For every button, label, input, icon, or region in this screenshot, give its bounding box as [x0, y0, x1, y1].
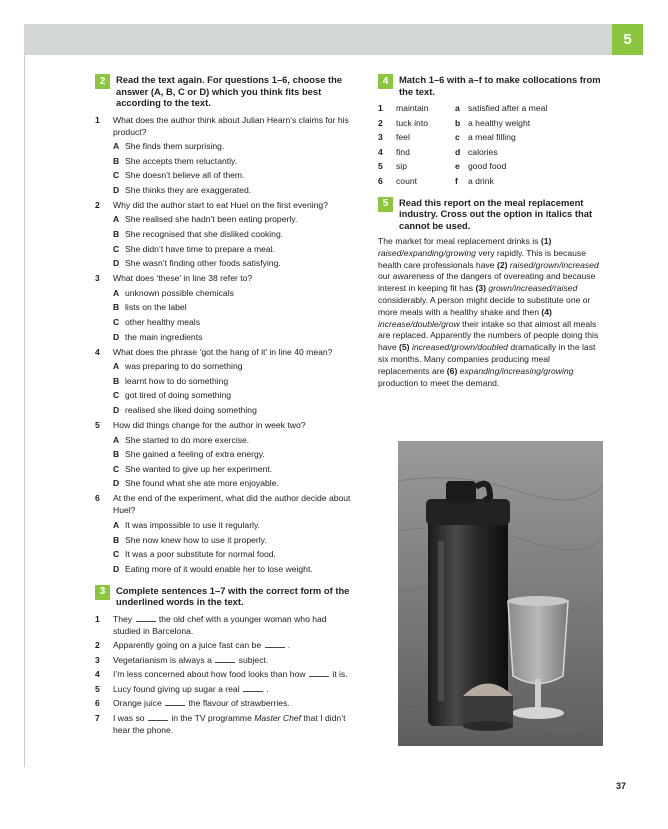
answer-gap: [136, 613, 156, 622]
matching-row: [378, 146, 608, 158]
option-letter: C: [113, 317, 120, 328]
answer-option: [113, 448, 355, 460]
option-text: She found what she ate more enjoyable.: [125, 478, 279, 489]
exercise-4: [378, 74, 608, 187]
option-text: Eating more of it would enable her to lose weight.: [125, 563, 313, 574]
match-letter: c: [455, 132, 460, 142]
option-letter: D: [113, 258, 120, 269]
question-text: At the end of the experiment, what did the author decide about Huel?: [113, 493, 351, 516]
unit-number: 5: [623, 31, 632, 48]
sentence-text: it is.: [332, 669, 348, 680]
exercise-2: [95, 74, 355, 575]
match-number: 6: [378, 175, 383, 186]
sentence-body: [113, 712, 355, 736]
match-number: 3: [378, 132, 383, 142]
sentence-number: 6: [95, 698, 100, 709]
sentence-number: 1: [95, 613, 100, 624]
answer-option: [113, 301, 355, 313]
question-number: 4: [95, 346, 100, 357]
option-text: got tired of doing something: [125, 390, 232, 401]
right-column: [378, 74, 608, 389]
option-text: She realised she hadn’t been eating properly.: [125, 214, 298, 225]
exercise-5-heading: [378, 197, 608, 232]
question-number: 5: [95, 420, 100, 430]
answer-option: [113, 169, 355, 181]
exercise-5-badge: [378, 197, 393, 212]
option-letter: B: [113, 534, 120, 545]
exercise-4-badge: [378, 74, 393, 89]
gap-number: (1): [540, 236, 552, 246]
gap-options: increase/double/grow: [378, 318, 460, 329]
match-collocate: a healthy weight: [468, 117, 531, 128]
powder-scoop: [463, 684, 513, 732]
answer-option: [113, 477, 355, 489]
sentence-number: 4: [95, 669, 100, 680]
answer-option: [113, 548, 355, 560]
question: [95, 114, 355, 138]
gap-number: (4): [541, 306, 552, 317]
answer-option: [113, 463, 355, 475]
exercise-4-heading: [378, 74, 608, 97]
option-letter: A: [113, 141, 120, 152]
question-text: How did things change for the author in week two?: [113, 420, 306, 430]
answer-option: [113, 563, 355, 575]
exercise-5: [378, 197, 608, 390]
option-text: unknown possible chemicals: [125, 287, 234, 298]
option-text: She recognised that she disliked cooking.: [125, 229, 284, 240]
sentence: [95, 668, 355, 680]
sentence-body: [113, 613, 355, 637]
sentence-body: [113, 697, 355, 709]
answer-gap: [309, 668, 329, 677]
match-number: 4: [378, 146, 383, 157]
answer-option: [113, 184, 355, 196]
answer-option: [113, 434, 355, 446]
answer-option: [113, 155, 355, 167]
gap-options: raised/expanding/growing: [378, 247, 476, 258]
exercise-3-badge: [95, 585, 110, 600]
question-text: What does the author think about Julian Hearn’s claims for his product?: [113, 114, 349, 137]
option-letter: B: [113, 449, 120, 460]
answer-gap: [165, 697, 185, 706]
option-letter: B: [113, 375, 120, 386]
report-text: production to meet the demand.: [378, 377, 500, 388]
gap-options: raised/grown/increased: [509, 259, 599, 270]
option-text: She started to do more exercise.: [125, 434, 250, 445]
unit-tab: [612, 24, 643, 55]
option-letter: C: [113, 170, 120, 181]
match-verb: maintain: [396, 103, 429, 113]
report-text: very rapidly. This is because health care professionals have: [378, 247, 586, 270]
match-letter: b: [455, 117, 461, 128]
report-text: our awareness of the dangers of overeating and because interest in keeping fit has: [378, 271, 596, 294]
report-text: their intake so that almost all meals are replaced. Apparently the numbers of people doing this have: [378, 318, 599, 353]
header-bar: [24, 24, 612, 55]
option-letter: D: [113, 331, 120, 342]
option-text: lists on the label: [125, 302, 187, 313]
match-letter: e: [455, 161, 460, 171]
matching-row: [378, 117, 608, 129]
match-letter: a: [455, 103, 460, 113]
sentence-text: They: [113, 613, 133, 624]
match-verb: sip: [396, 161, 407, 171]
matching-row: [378, 175, 608, 187]
sentence: [95, 639, 355, 651]
matching-row: [378, 102, 608, 114]
gap-options: expanding/increasing/growing: [459, 365, 574, 376]
match-letter: f: [455, 175, 458, 186]
sentence-body: [113, 639, 355, 651]
answer-option: [113, 360, 355, 372]
sentence: [95, 712, 355, 736]
exercise-4-title: Match 1–6 with a–f to make collocations from the text.: [399, 74, 601, 97]
match-number: 1: [378, 103, 383, 113]
report-text: dramatically in the last six months. Many companies producing meal replacements are: [378, 342, 596, 376]
sentence-text: .: [266, 683, 269, 694]
option-letter: B: [113, 229, 120, 240]
answer-option: [113, 331, 355, 343]
match-collocate: satisfied after a meal: [468, 103, 548, 113]
option-letter: A: [113, 287, 120, 298]
option-text: She wanted to give up her experiment.: [125, 463, 273, 474]
question: [95, 199, 355, 211]
option-text: She accepts them reluctantly.: [125, 155, 238, 166]
report-text: The market for meal replacement drinks is: [378, 236, 539, 246]
question: [95, 419, 355, 431]
question: [95, 492, 355, 516]
sentence-text: Lucy found giving up sugar a real: [113, 683, 240, 694]
match-collocate: calories: [468, 146, 498, 157]
sentence-text: Apparently going on a juice fast can be: [113, 640, 262, 651]
sentence-body: [113, 668, 355, 680]
exercise-3-sentences: [95, 613, 355, 736]
exercise-2-questions: [95, 114, 355, 575]
answer-gap: [215, 654, 235, 663]
sentence-text: I was so: [113, 712, 145, 723]
question-number: 6: [95, 493, 100, 504]
exercise-3-title: Complete sentences 1–7 with the correct form of the underlined words in the text.: [116, 584, 350, 608]
option-letter: D: [113, 405, 120, 415]
answer-gap: [265, 639, 285, 648]
gap-number: (2): [496, 259, 508, 270]
page-number: 37: [616, 781, 627, 791]
sentence-text: .: [287, 640, 291, 651]
sentence-text: the old chef with a younger woman who had studied in Barcelona.: [113, 613, 327, 636]
option-text: other healthy meals: [125, 317, 200, 328]
sentence-text: Orange juice: [113, 698, 162, 709]
match-collocate: a meal filling: [468, 132, 516, 142]
option-text: realised she liked doing something: [125, 405, 257, 415]
sentence-text: that I didn’t hear the phone.: [113, 712, 346, 735]
exercise-3-heading: [95, 585, 355, 608]
sentence-number: 3: [95, 654, 100, 665]
answer-gap: [243, 683, 263, 692]
meal-replacement-report: [378, 236, 600, 389]
answer-option: [113, 287, 355, 299]
sentence-text: the flavour of strawberries.: [188, 698, 290, 709]
exercise-2-number: 2: [99, 75, 106, 87]
option-letter: A: [113, 214, 120, 225]
sentence-text: subject.: [238, 654, 269, 665]
answer-option: [113, 519, 355, 531]
option-letter: D: [113, 563, 120, 574]
gap-number: (6): [446, 365, 458, 376]
sentence-text: Vegetarianism is always a: [113, 654, 212, 665]
match-verb: count: [396, 175, 418, 186]
option-letter: B: [113, 302, 120, 313]
option-text: It was a poor substitute for normal food.: [125, 549, 276, 560]
answer-option: [113, 213, 355, 225]
sentence: [95, 683, 355, 695]
question: [95, 346, 355, 358]
exercise-3-number: 3: [99, 586, 106, 598]
shake-illustration: [398, 441, 603, 746]
option-text: She finds them surprising.: [125, 141, 225, 152]
gap-options: increased/grown/doubled: [411, 342, 508, 353]
option-text: It was impossible to use it regularly.: [125, 519, 261, 530]
exercise-5-number: 5: [382, 198, 389, 209]
option-text: She gained a feeling of extra energy.: [125, 449, 265, 460]
sentence-number: 2: [95, 640, 100, 651]
option-text: the main ingredients: [125, 331, 203, 342]
answer-option: [113, 534, 355, 546]
match-verb: find: [396, 146, 410, 157]
option-letter: B: [113, 155, 120, 166]
matching-row: [378, 131, 608, 143]
sentence-body: [113, 683, 355, 695]
match-number: 5: [378, 161, 383, 171]
sentence: [95, 697, 355, 709]
sentence-text: I’m less concerned about how food looks than how: [113, 669, 306, 680]
option-text: She now knew how to use it properly.: [125, 534, 267, 545]
sentence-text: in the TV programme: [171, 712, 252, 723]
question-number: 1: [95, 114, 100, 125]
sentence: [95, 613, 355, 637]
option-letter: C: [113, 549, 120, 560]
exercise-2-title: Read the text again. For questions 1–6, choose the answer (A, B, C or D) which you think fits best according to the text.: [116, 74, 343, 108]
question: [95, 272, 355, 284]
option-text: She doesn’t believe all of them.: [125, 170, 245, 181]
gap-number: (3): [475, 283, 486, 294]
option-letter: C: [113, 463, 120, 474]
option-letter: D: [113, 478, 120, 489]
option-letter: A: [113, 519, 120, 530]
option-text: She thinks they are exaggerated.: [125, 184, 252, 195]
question-number: 3: [95, 273, 100, 284]
gap-number: (5): [399, 342, 410, 353]
exercise-2-badge: [95, 74, 110, 89]
answer-gap: [148, 712, 168, 721]
sentence-body: [113, 654, 355, 666]
gap-options: grown/increased/raised: [488, 283, 578, 294]
answer-option: [113, 389, 355, 401]
match-collocate: a drink: [468, 175, 494, 186]
answer-option: [113, 243, 355, 255]
match-number: 2: [378, 117, 383, 128]
matching-row: [378, 160, 608, 172]
answer-option: [113, 375, 355, 387]
exercise-3: [95, 585, 355, 736]
option-letter: C: [113, 390, 120, 401]
sentence-number: 7: [95, 712, 100, 723]
sentence-number: 5: [95, 683, 100, 694]
question-text: Why did the author start to eat Huel on the first evening?: [113, 199, 328, 210]
match-collocate: good food: [468, 161, 507, 171]
option-letter: C: [113, 243, 120, 254]
exercise-5-title: Read this report on the meal replacement industry. Cross out the option in italics that cannot be used.: [399, 196, 593, 231]
exercise-4-matching: [378, 102, 608, 187]
left-column: [95, 74, 355, 736]
shake-photo: [398, 441, 603, 746]
answer-option: [113, 228, 355, 240]
option-letter: D: [113, 184, 120, 195]
answer-option: [113, 257, 355, 269]
match-verb: tuck into: [396, 117, 429, 128]
option-text: was preparing to do something: [125, 361, 243, 372]
match-letter: d: [455, 146, 461, 157]
programme-title: Master Chef: [254, 712, 302, 723]
question-text: What does the phrase ‘got the hang of it’ in line 40 mean?: [113, 346, 333, 357]
report-text: considerably. A person might decide to substitute one or more meals with a healthy shake and then: [378, 294, 591, 317]
exercise-2-heading: [95, 74, 355, 109]
page-margin-rule: [24, 55, 25, 767]
option-text: She wasn’t finding other foods satisfying.: [125, 258, 281, 269]
option-letter: A: [113, 434, 120, 445]
option-letter: A: [113, 361, 120, 372]
question-text: What does ‘these’ in line 38 refer to?: [113, 273, 253, 284]
option-text: She didn’t have time to prepare a meal.: [125, 243, 276, 254]
exercise-4-number: 4: [382, 75, 389, 87]
option-text: learnt how to do something: [125, 375, 229, 386]
sentence: [95, 654, 355, 666]
match-verb: feel: [396, 132, 410, 142]
question-number: 2: [95, 199, 100, 210]
answer-option: [113, 316, 355, 328]
answer-option: [113, 404, 355, 416]
answer-option: [113, 140, 355, 152]
